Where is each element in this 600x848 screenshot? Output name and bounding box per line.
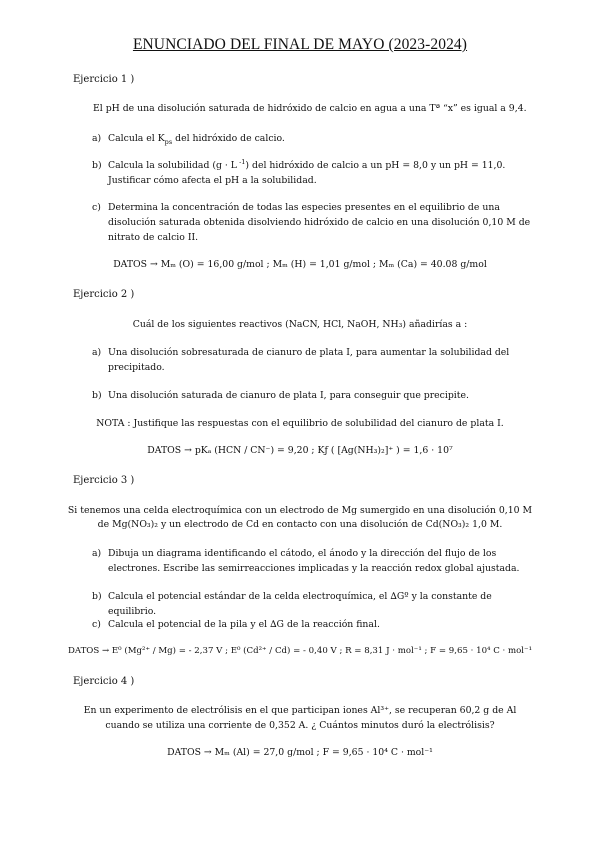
item-text: Calcula la solubilidad (g · L $^{-1}$) del hidróxido de calcio a un pH = 8,0 y un pH = 11,0. Justificar cómo afecta el pH a la solubilidad. [108,157,506,186]
exercise-3-intro-line-1: Si tenemos una celda electroquímica con un electrodo de Mg sumergido en una disolución 0,10 M [67,505,533,516]
item-text: Calcula el $K_{ps}$ del hidróxido de calcio. [108,133,285,146]
item-letter: a) [92,347,102,358]
item-text: Una disolución sobresaturada de cianuro de plata I, para aumentar la solubilidad del precipitado. [108,347,510,373]
item-letter: c) [92,202,101,213]
exercise-2-data: DATOS → pKₐ (HCN / CN⁻) = 9,20 ; Kƒ ( [Ag(NH₃)₂]⁺ ) = 1,6 · 10⁷ [147,445,453,456]
item-text: Dibuja un diagrama identificando el cátodo, el ánodo y la dirección del flujo de los electrones. Escribe las semirreacciones implicadas y la reacción redox global ajustada. [108,548,520,574]
item-letter: b) [92,160,102,171]
item-text: Calcula el potencial de la pila y el ∆G de la reacción final. [108,619,380,630]
exercise-3-heading: Ejercicio 3 ) [73,475,135,486]
exercise-4-heading: Ejercicio 4 ) [73,676,135,687]
exercise-2-intro: Cuál de los siguientes reactivos (NaCN, HCl, NaOH, NH₃) añadirías a : [132,319,468,330]
exercise-4-intro-line-1: En un experimento de electrólisis en el que participan iones Al³⁺, se recuperan 60,2 g de Al [83,705,517,716]
item-letter: c) [92,619,101,630]
exercise-4-data: DATOS → Mₘ (Al) = 27,0 g/mol ; F = 9,65 · 10⁴ C · mol⁻¹ [167,747,433,758]
item-letter: a) [92,548,102,559]
item-text: Determina la concentración de todas las especies presentes en el equilibrio de una disolución saturada obtenida disolviendo hidróxido de calcio en una disolución 0,10 M de nitrato de calcio II. [108,202,531,243]
exercise-3-intro-line-2: de Mg(NO₃)₂ y un electrodo de Cd en contacto con una disolución de Cd(NO₃)₂ 1,0 M. [97,519,503,530]
exercise-2-note: NOTA : Justifique las respuestas con el equilibrio de solubilidad del cianuro de plata I. [96,418,504,429]
exercise-1-intro: El pH de una disolución saturada de hidróxido de calcio en agua a una Tª “x” es igual a 9,4. [93,103,527,114]
exercise-2-heading: Ejercicio 2 ) [73,289,135,300]
exercise-4-intro-line-2: cuando se utiliza una corriente de 0,352 A. ¿ Cuántos minutos duró la electrólisis? [105,720,495,731]
item-letter: b) [92,591,102,602]
item-text: Calcula el potencial estándar de la celda electroquímica, el ∆Gº y la constante de equilibrio. [108,591,492,617]
item-letter: a) [92,133,102,144]
item-letter: b) [92,390,102,401]
item-text: Una disolución saturada de cianuro de plata I, para conseguir que precipite. [108,390,469,401]
page-title: ENUNCIADO DEL FINAL DE MAYO (2023-2024) [132,36,468,53]
exercise-3-data: DATOS → E⁰ (Mg²⁺ / Mg) = - 2,37 V ; E⁰ (Cd²⁺ / Cd) = - 0,40 V ; R = 8,31 J · mol⁻¹ ; F = 9,65 · 10⁴ C · mol⁻¹ [67,646,533,656]
exercise-1-data: DATOS → Mₘ (O) = 16,00 g/mol ; Mₘ (H) = 1,01 g/mol ; Mₘ (Ca) = 40.08 g/mol [113,259,487,270]
exercise-1-heading: Ejercicio 1 ) [73,74,135,85]
